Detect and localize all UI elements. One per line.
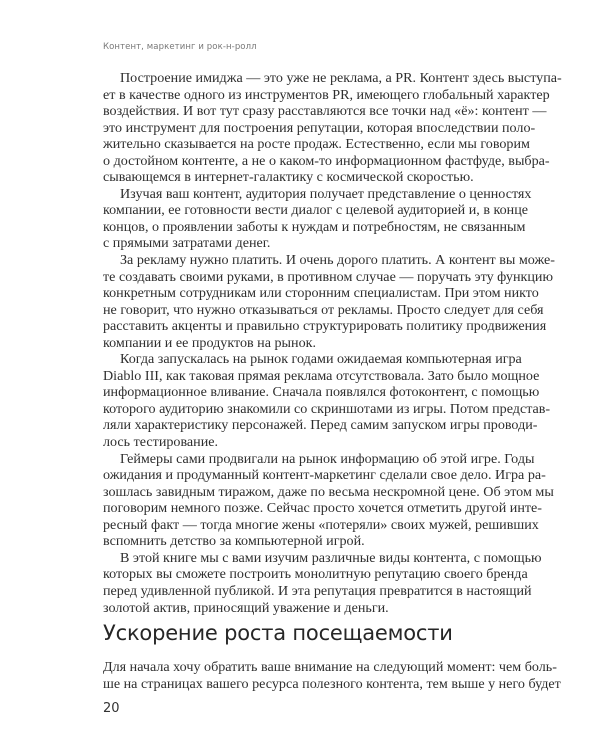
text-line: перед удивленной публикой. И эта репутация превратится в настоящий bbox=[103, 582, 532, 599]
text-line: Когда запускалась на рынок годами ожидаемая компьютерная игра bbox=[120, 351, 522, 368]
text-line: компании, ее готовности вести диалог с целевой аудиторией и, в конце bbox=[103, 202, 529, 219]
text-line: компании и ее продуктов на рынок. bbox=[103, 334, 316, 351]
text-line: За рекламу нужно платить. И очень дорого платить. А контент вы може- bbox=[120, 252, 555, 269]
text-line: о достойном контенте, а не о каком-то информационном фастфуде, выбра- bbox=[103, 152, 550, 169]
text-line: жительно сказывается на росте продаж. Естественно, если мы говорим bbox=[103, 136, 530, 153]
text-line: воздействия. И вот тут сразу расставляются все точки над «ё»: контент — bbox=[103, 103, 547, 120]
text-line: Изучая ваш контент, аудитория получает представление о ценностях bbox=[120, 185, 532, 202]
text-line: ше на страницах вашего ресурса полезного контента, тем выше у него будет bbox=[103, 675, 561, 692]
running-head: Контент, маркетинг и рок-н-ролл bbox=[103, 42, 257, 52]
text-line: ляли характеристику персонажей. Перед самим запуском игры проводи- bbox=[103, 417, 538, 434]
paragraph bbox=[103, 450, 554, 550]
text-line: конкретным сотрудникам или сторонним специалистам. При этом никто bbox=[103, 285, 539, 302]
text-line: ет в качестве одного из инструментов PR, имеющего глобальный характер bbox=[103, 86, 550, 103]
text-line: поговорим немного позже. Сейчас просто хочется отметить другой инте- bbox=[103, 500, 542, 517]
paragraph bbox=[103, 185, 532, 252]
paragraph bbox=[103, 252, 555, 351]
text-line: Построение имиджа — это уже не реклама, а PR. Контент здесь выступа- bbox=[120, 70, 562, 86]
text-line: те создавать своими руками, в противном случае — поручать эту функцию bbox=[103, 268, 553, 285]
text-line: Для начала хочу обратить ваше внимание на следующий момент: чем боль- bbox=[103, 659, 557, 675]
text-line: золотой актив, приносящий уважение и деньги. bbox=[103, 599, 389, 616]
text-line: Геймеры сами продвигали на рынок информацию об этой игре. Годы bbox=[120, 450, 535, 467]
text-line: расставить акценты и правильно структурировать политику продвижения bbox=[103, 318, 547, 335]
paragraph bbox=[103, 70, 562, 186]
paragraph bbox=[103, 549, 542, 616]
text-line: зошлась завидным тиражом, даже по весьма нескромной цене. Об этом мы bbox=[103, 483, 554, 500]
section-body-text bbox=[103, 659, 561, 692]
section-heading: Ускорение роста посещаемости bbox=[103, 621, 453, 645]
text-line: вспомнить детство за компьютерной игрой. bbox=[103, 533, 365, 550]
text-line: Diablo III, как таковая прямая реклама отсутствовала. Зато было мощное bbox=[103, 367, 540, 384]
text-line: информационное вливание. Сначала появлялся фотоконтент, с помощью bbox=[103, 384, 540, 401]
text-line: с прямыми затратами денег. bbox=[103, 235, 271, 252]
text-line: В этой книге мы с вами изучим различные виды контента, с помощью bbox=[120, 549, 542, 566]
paragraph bbox=[103, 351, 551, 451]
text-line: сывающемся в интернет-галактику с космической скоростью. bbox=[103, 169, 474, 186]
text-line: не говорит, что нужно отказываться от рекламы. Просто следует для себя bbox=[103, 301, 544, 318]
body-text bbox=[103, 70, 562, 616]
text-line: ожидания и продуманный контент-маркетинг сделали свое дело. Игра ра- bbox=[103, 467, 546, 484]
page-number: 20 bbox=[103, 701, 120, 716]
text-line: лось тестирование. bbox=[103, 434, 219, 451]
text-line: которого аудиторию знакомили со скриншотами из игры. Потом представ- bbox=[103, 400, 551, 417]
text-line: которых вы сможете построить монолитную репутацию своего бренда bbox=[103, 566, 528, 583]
text-line: это инструмент для построения репутации, которая впоследствии поло- bbox=[103, 119, 536, 136]
text-line: ресный факт — тогда многие жены «потеряли» своих мужей, решивших bbox=[103, 516, 539, 533]
text-line: концов, о проявлении заботы к нуждам и потребностям, не связанным bbox=[103, 218, 526, 235]
